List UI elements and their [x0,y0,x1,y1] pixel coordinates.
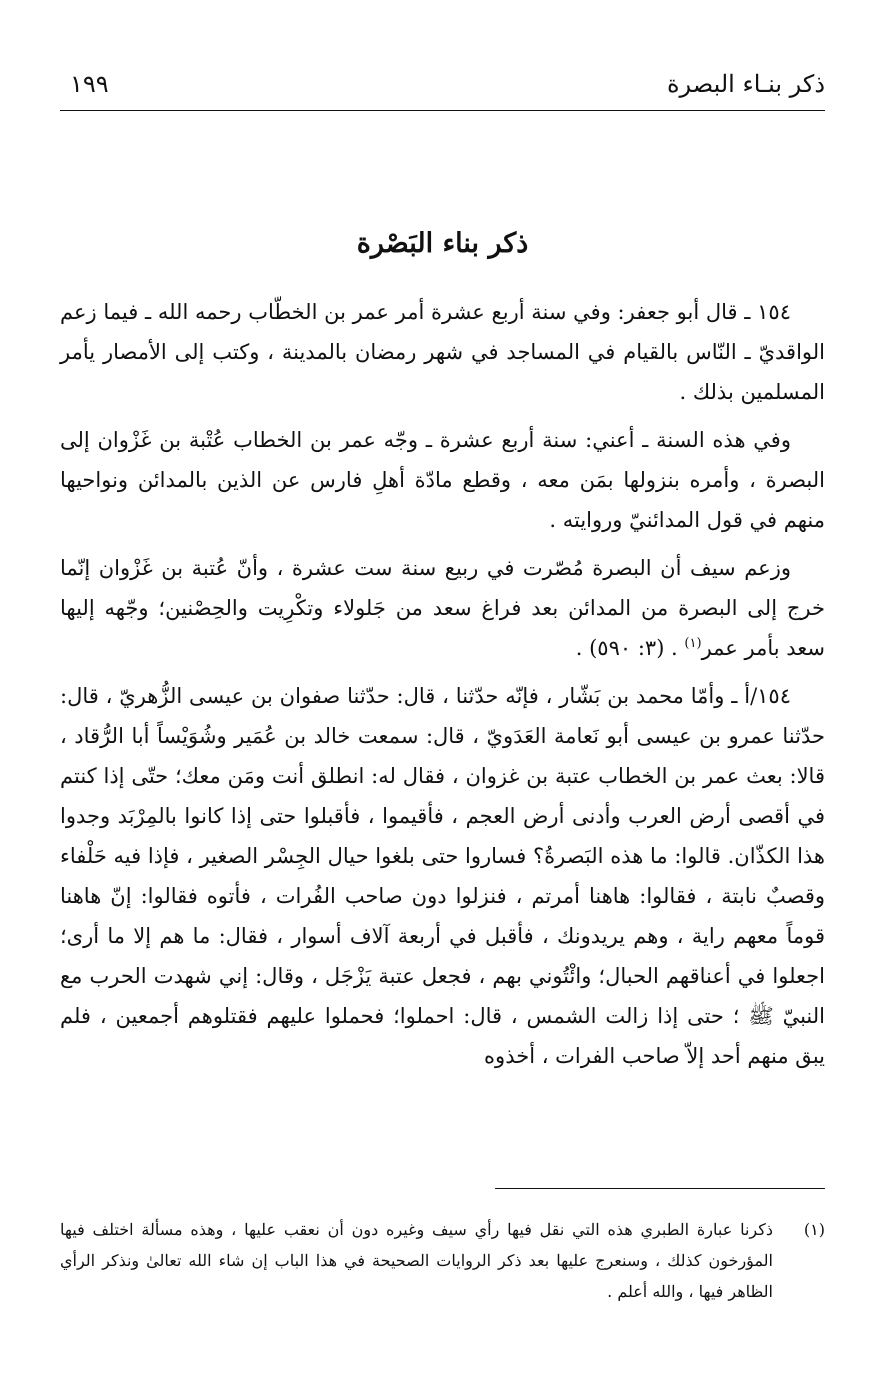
footnote-rule [495,1188,825,1189]
running-header [60,70,825,110]
chapter-title: ذكر بناء البَصْرة [356,228,529,259]
book-page [60,0,825,1392]
paragraph-sayf-claim [60,548,825,668]
body-text [60,292,825,1084]
footnote-1 [60,1214,825,1307]
paragraph-sayf-claim-text: وزعم سيف أن البصرة مُصّرت في ربيع سنة ست عشرة ، وأنّ عُتبة بن غَزْوان إنّما خرج إلى البصرة من المدائن بعد فراغ سعد من جَلولاء وتكْرِيت والحِصْنين؛ وجّهه إليها سعد بأمر عمر [60,556,825,660]
footnote-number: (١) [803,1220,825,1239]
footnote-marker[interactable]: (١) [684,636,702,651]
header-rule [60,110,825,111]
paragraph-sayf-claim-ref: . (٣: ٥٩٠) . [575,636,678,660]
footnote-text: ذكرنا عبارة الطبري هذه التي نقل فيها رأي سيف وغيره دون أن نعقب عليها ، وهذه مسألة اختلف فيها المؤرخون كذلك ، وسنعرج عليها بعد ذكر الروايات الصحيحة في هذا الباب إن شاء الله تعالىٰ ونذكر الرأي الظاهر فيها ، والله أعلم . [60,1220,773,1301]
footnotes [60,1214,825,1307]
paragraph-154: ١٥٤ ـ قال أبو جعفر: وفي سنة أربع عشرة أمر عمر بن الخطّاب رحمه الله ـ فيما زعم الواقديّ ـ النّاس بالقيام في المساجد في شهر رمضان بالمدينة ، وكتب إلى الأمصار يأمر المسلمين بذلك . [60,300,825,404]
page-number: ١٩٩ [70,70,109,98]
running-title: ذكر بنـاء البصرة [666,70,825,98]
paragraph-154a: ١٥٤/أ ـ وأمّا محمد بن بَشّار ، فإنّه حدّثنا ، قال: حدّثنا صفوان بن عيسى الزُّهريّ ، قال: حدّثنا عمرو بن عيسى أبو نَعامة العَدَويّ ، قال: سمعت خالد بن عُمَير وشُوَيْساً أبا الرُّقاد ، قالا: بعث عمر بن الخطاب عتبة بن غزوان ، فقال له: انطلق أنت ومَن معك؛ حتّى إذا كنتم في أقصى أرض العرب وأدنى أرض العجم ، فأقيموا ، فأقبلوا حتى إذا كانوا بالمِرْبَد وجدوا هذا الكذّان. قالوا: ما هذه البَصرةُ؟ فساروا حتى بلغوا حيال الجِسْر الصغير ، فإذا فيه حَلْفاء وقصبٌ نابتة ، فقالوا: هاهنا أمرتم ، فنزلوا دون صاحب الفُرات ، فأتوه فقالوا: إنّ هاهنا قوماً معهم راية ، وهم يريدونك ، فأقبل في أربعة آلاف أسوار ، فقال: ما هم إلا ما أرى؛ اجعلوا في أعناقهم الحبال؛ وائْتُوني بهم ، فجعل عتبة يَزْجَل ، وقال: إني شهدت الحرب مع النبيّ ﷺ ؛ حتى إذا زالت الشمس ، قال: احملوا؛ فحملوا عليهم فقتلوهم أجمعين ، فلم يبق منهم أحد إلاّ صاحب الفرات ، أخذوه [60,684,825,1068]
paragraph-utba-dispatch: وفي هذه السنة ـ أعني: سنة أربع عشرة ـ وجّه عمر بن الخطاب عُتْبة بن غَزْوان إلى البصرة ، وأمره بنزولها بمَن معه ، وقطع مادّة أهلِ فارس عن الذين بالمدائن ونواحيها منهم في قول المدائنيّ وروايته . [60,428,825,532]
